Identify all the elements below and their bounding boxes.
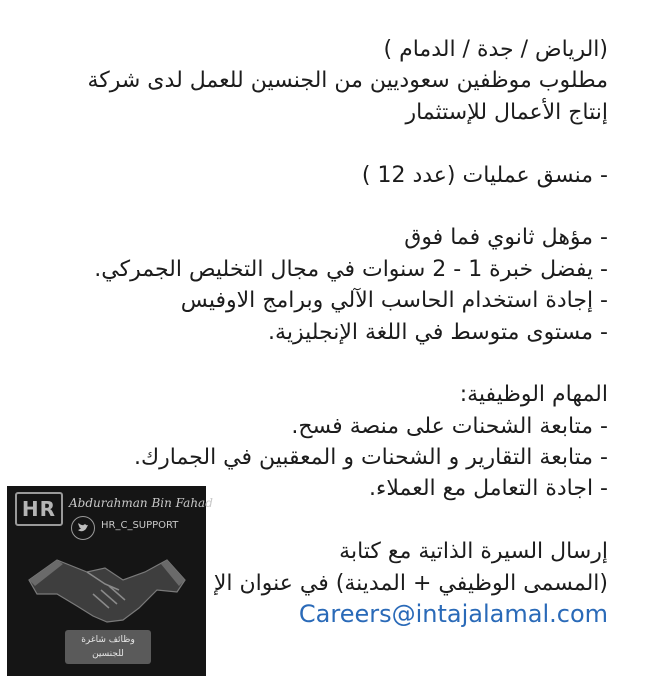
badge-owner-name: Abdurahman Bin Fahad bbox=[69, 496, 213, 510]
apply-line: إرسال السيرة الذاتية مع كتابة bbox=[339, 539, 608, 565]
duty-item: - متابعة الشحنات على منصة فسح. bbox=[291, 413, 608, 439]
duties-heading: المهام الوظيفية: bbox=[459, 382, 608, 408]
apply-subject-line: (المسمى الوظيفي + المدينة) في عنوان الإ bbox=[213, 570, 608, 596]
spacer bbox=[28, 348, 608, 379]
duty-item: - متابعة التقارير و الشحنات و المعقبين في الجمارك. bbox=[134, 445, 608, 471]
spacer bbox=[28, 191, 608, 222]
cities-line: (الرياض / جدة / الدمام ) bbox=[383, 37, 608, 62]
badge-label-line2: للجنسين bbox=[92, 649, 124, 659]
spacer bbox=[28, 128, 608, 159]
requirement-item: - مستوى متوسط في اللغة الإنجليزية. bbox=[268, 319, 608, 345]
requirement-item: - إجادة استخدام الحاسب الآلي وبرامج الاوفيس bbox=[180, 288, 608, 314]
handshake-icon bbox=[27, 550, 187, 628]
twitter-bird-icon bbox=[71, 516, 95, 540]
intro-line: مطلوب موظفين سعوديين من الجنسين للعمل لدى شركة bbox=[87, 68, 608, 94]
requirement-item: - مؤهل ثانوي فما فوق bbox=[404, 225, 608, 251]
hr-support-badge bbox=[7, 486, 213, 676]
duty-item: - اجادة التعامل مع العملاء. bbox=[369, 476, 608, 502]
badge-handle: HR_C_SUPPORT bbox=[101, 520, 179, 531]
badge-label bbox=[65, 630, 151, 664]
requirement-item: - يفضل خبرة 1 - 2 سنوات في مجال التخليص الجمركي. bbox=[94, 256, 608, 282]
hr-logo: HR bbox=[15, 492, 63, 526]
company-line: إنتاج الأعمال للإستثمار bbox=[405, 99, 608, 125]
email-link[interactable]: Careers@intajalamal.com bbox=[298, 600, 608, 629]
position-line: - منسق عمليات (عدد 12 ) bbox=[361, 162, 608, 188]
badge-label-line1: وظائف شاغرة bbox=[81, 635, 135, 645]
